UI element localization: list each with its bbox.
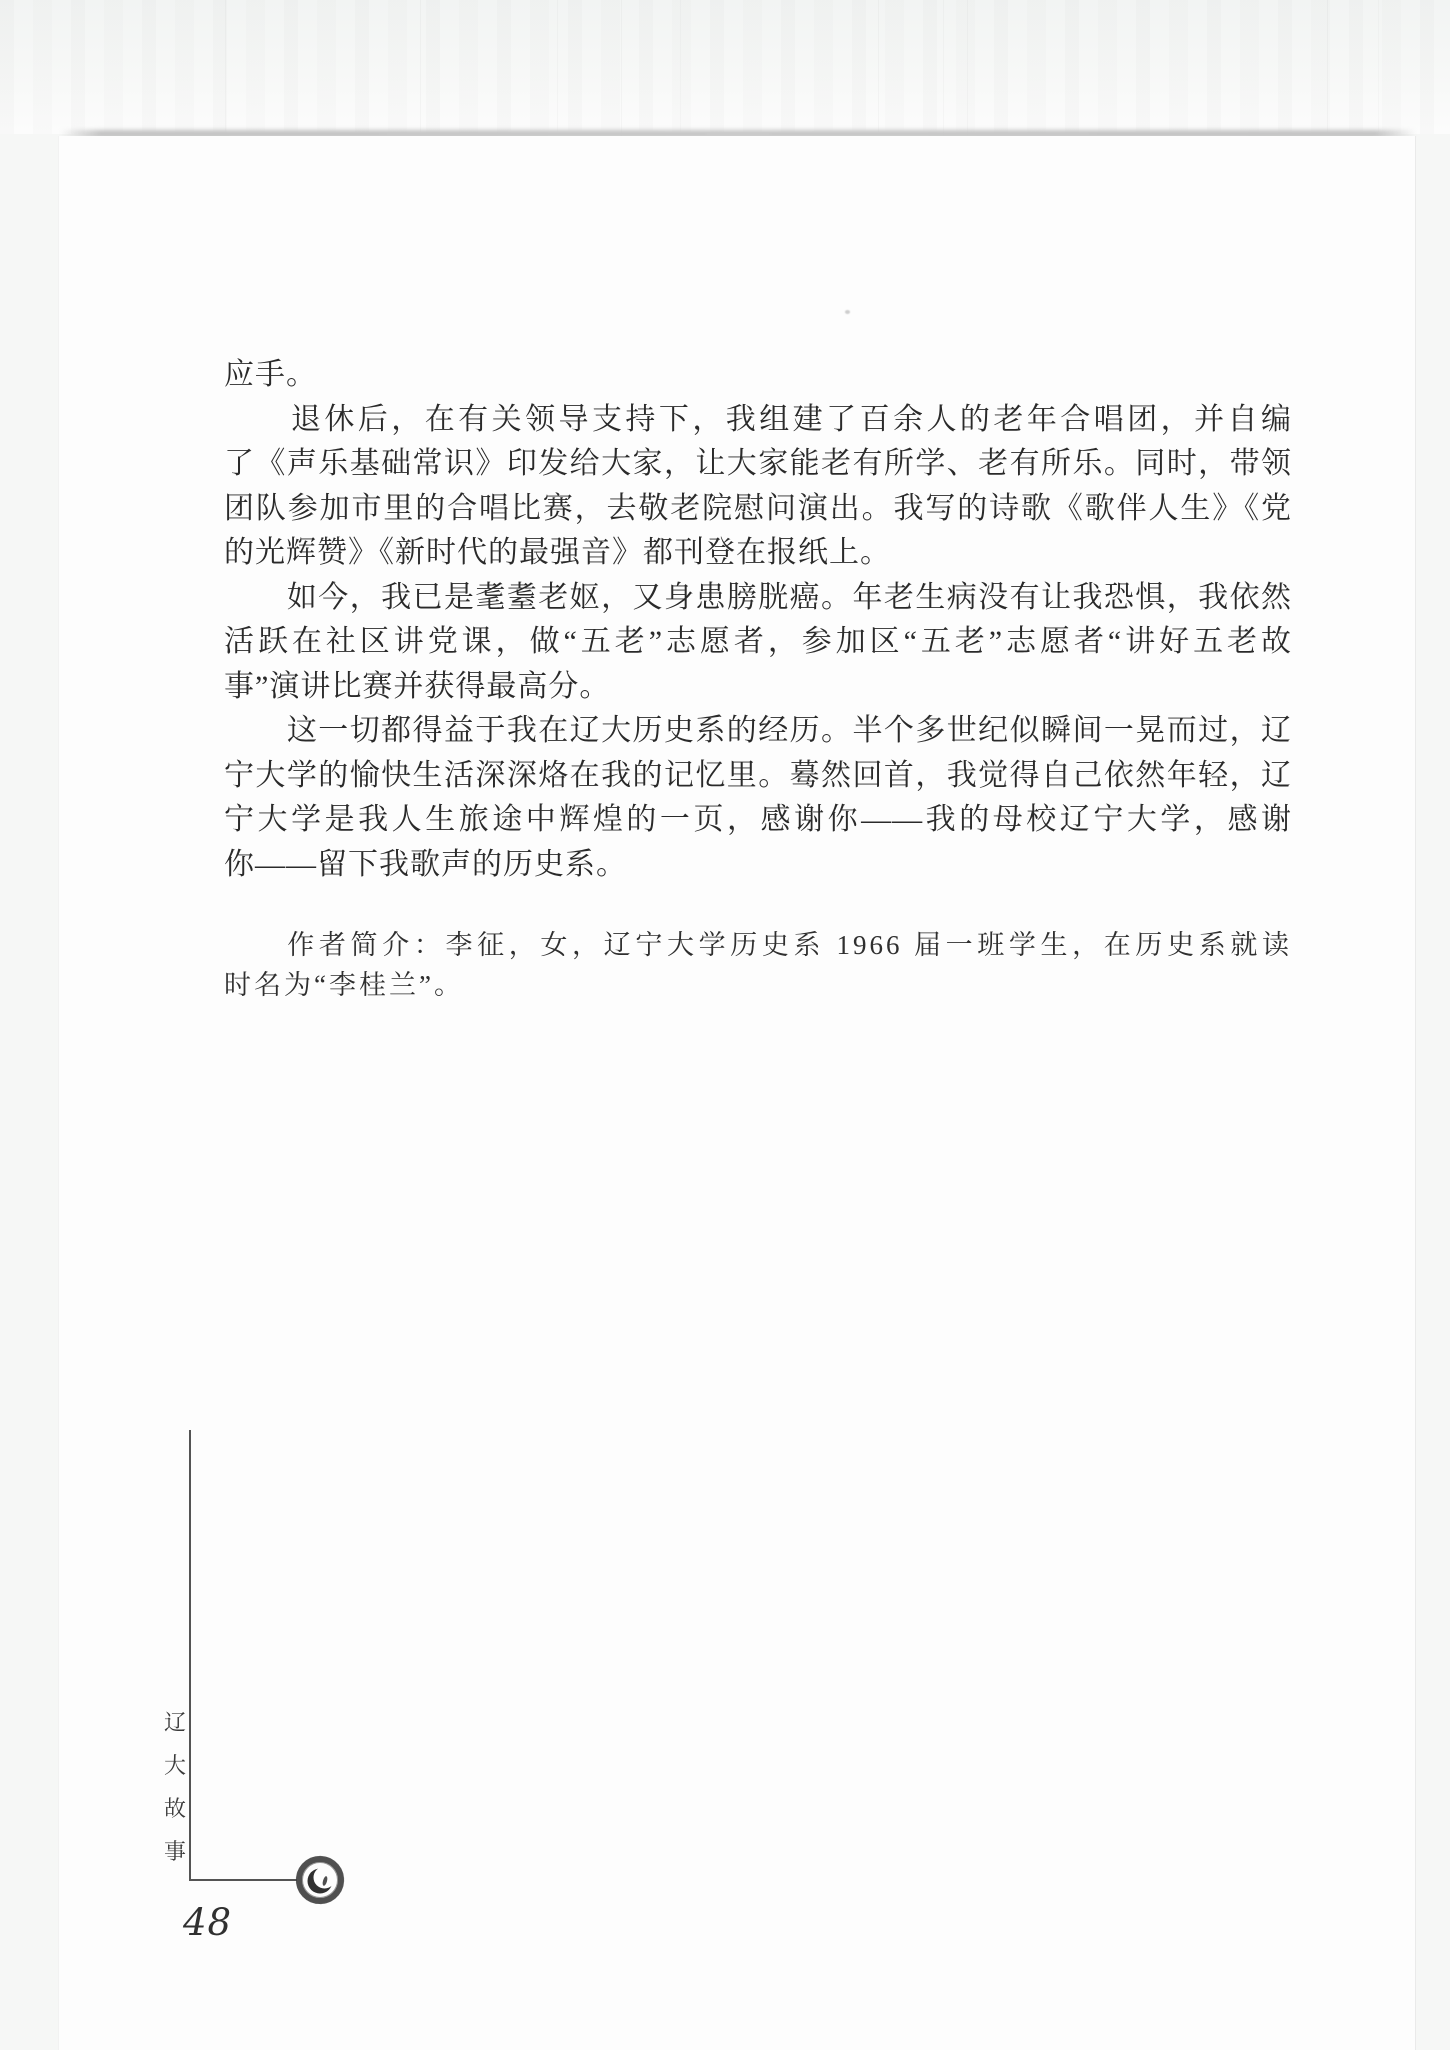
scan-artifact-line [680,0,681,132]
body-text-line: 活跃在社区讲党课，做“五老”志愿者，参加区“五老”志愿者“讲好五老故 [224,625,1292,658]
body-text-line: 团队参加市里的合唱比赛，去敬老院慰问演出。我写的诗歌《歌伴人生》《党 [224,491,1292,525]
body-text-line: 你——留下我歌声的历史系。 [224,847,627,881]
body-text-line: 如今，我已是耄耋老妪，又身患膀胱癌。年老生病没有让我恐惧，我依然 [224,580,1292,614]
publisher-stamp-icon [294,1854,346,1906]
series-title-char: 事 [163,1839,186,1864]
author-bio-block [224,925,1292,1005]
series-title-vertical [160,1711,190,1864]
scan-streaks [0,0,1450,134]
author-bio-line: 作者简介：李征，女，辽宁大学历史系 1966 届一班学生，在历史系就读 [224,930,1292,960]
scan-artifact-line [225,0,226,132]
body-text-line: 了《声乐基础常识》印发给大家，让大家能老有所学、老有所乐。同时，带领 [224,447,1292,480]
body-text-line: 应手。 [224,358,317,391]
body-text-line: 事”演讲比赛并获得最高分。 [224,669,611,703]
body-text-line: 宁大学是我人生旅途中辉煌的一页，感谢你——我的母校辽宁大学，感谢 [224,803,1292,836]
scan-artifact-line [420,0,421,132]
body-text-line: 这一切都得益于我在辽大历史系的经历。半个多世纪似瞬间一晃而过，辽 [224,714,1292,747]
scan-artifact-line [1378,0,1379,132]
author-bio-line: 时名为“李桂兰”。 [224,970,464,1000]
body-text-block [224,353,1292,887]
scan-speck [845,310,850,314]
footer-rule-horizontal [189,1879,297,1881]
scan-artifact-line [878,0,879,132]
series-title-char: 大 [163,1753,186,1778]
scan-artifact-line [557,0,558,132]
series-title-char: 故 [163,1796,186,1821]
page-number: 48 [183,1901,233,1944]
body-text-line: 的光辉赞》《新时代的最强音》都刊登在报纸上。 [224,536,891,569]
body-text-line: 宁大学的愉快生活深深烙在我的记忆里。蓦然回首，我觉得自己依然年轻，辽 [224,758,1292,792]
scanner-background-band [0,0,1450,134]
series-title-char: 辽 [163,1710,186,1735]
scan-artifact-line [1327,0,1328,132]
body-text-line: 退休后，在有关领导支持下，我组建了百余人的老年合唱团，并自编 [224,402,1292,436]
